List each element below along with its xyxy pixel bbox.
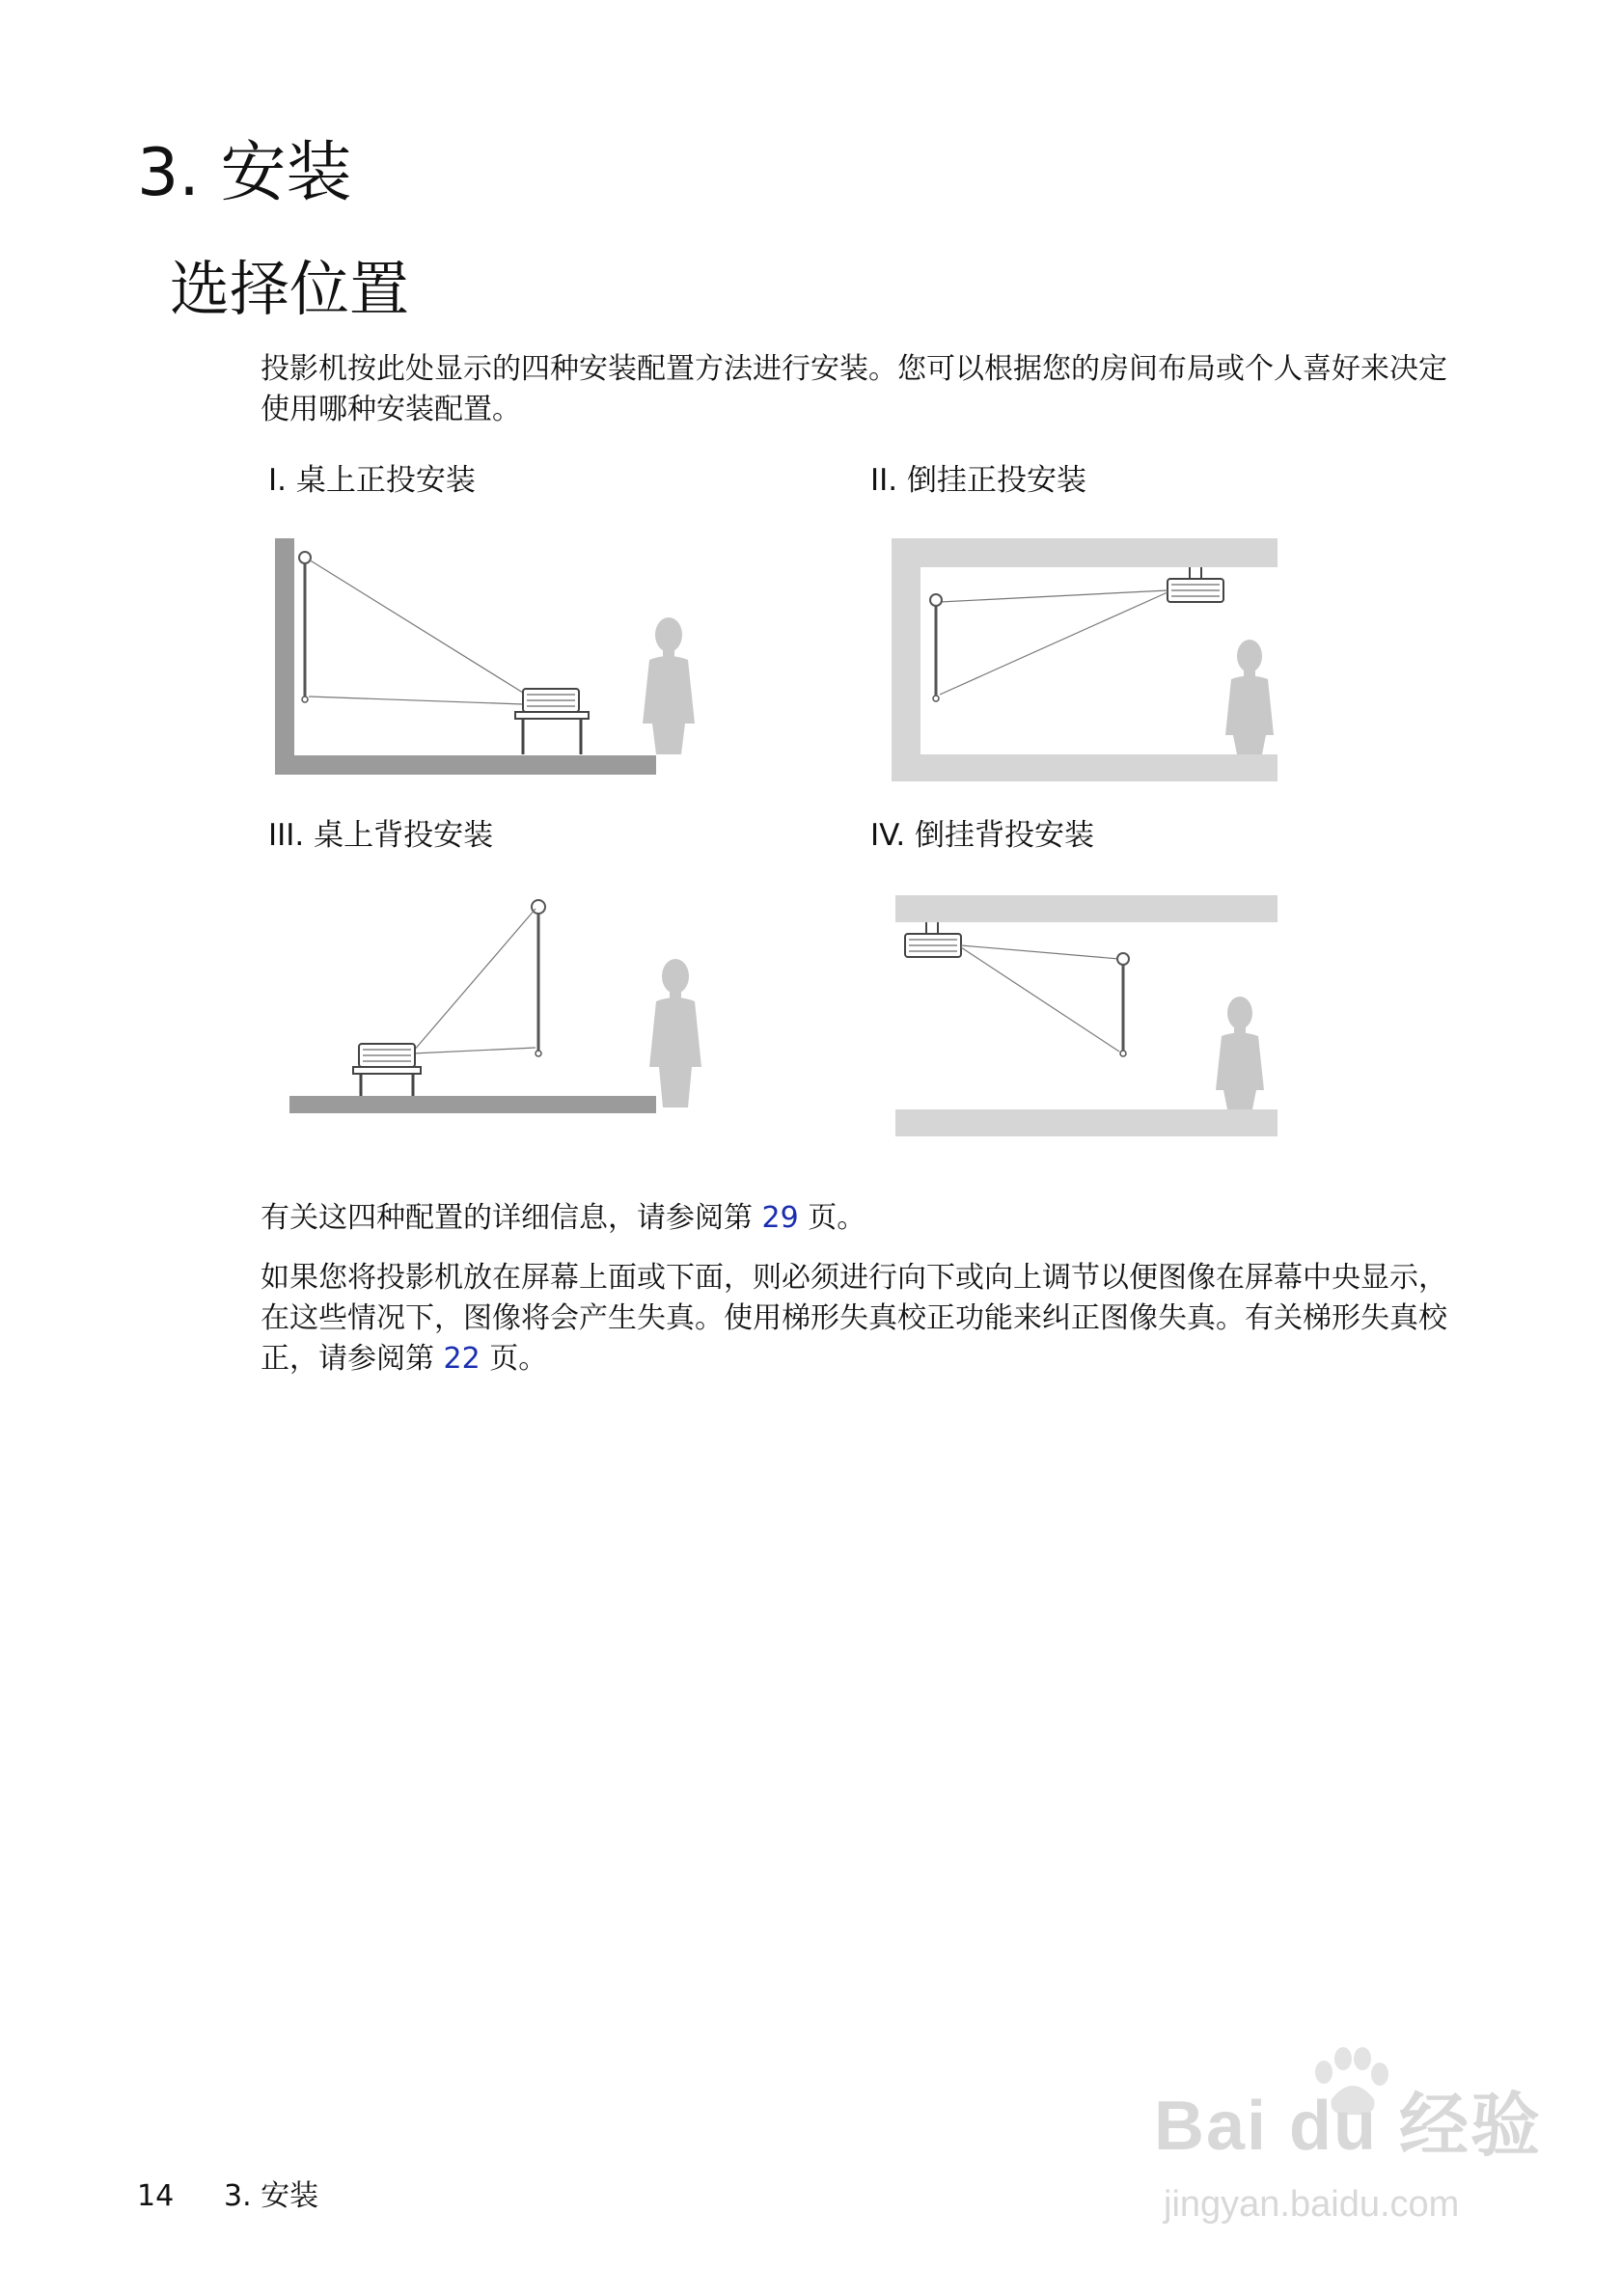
projection-ray (309, 697, 523, 704)
chapter-title: 3. 安装 (137, 135, 352, 211)
person-silhouette (1216, 997, 1264, 1109)
projector (359, 1044, 415, 1067)
projection-ray (309, 560, 523, 693)
projection-ray (413, 909, 536, 1052)
floor (895, 1109, 1278, 1136)
keystone-paragraph: 如果您将投影机放在屏幕上面或下面，则必须进行向下或向上调节以便图像在屏幕中央显示，在这些情况下，图像将会产生失真。使用梯形失真校正功能来纠正图像失真。有关梯形失真校正，请参阅第 22 页。 (261, 1261, 1447, 1376)
diagram-rear-table (286, 888, 710, 1129)
person-silhouette (649, 959, 701, 1107)
page-link-22[interactable]: 22 (443, 1342, 481, 1376)
projector (905, 922, 961, 957)
diagram-rear-ceiling (888, 893, 1283, 1144)
caption-front-table: I. 桌上正投安装 (268, 463, 476, 498)
watermark-url: jingyan.baidu.com (1164, 2184, 1460, 2225)
projection-ray (413, 1048, 536, 1053)
projector (523, 689, 579, 712)
screen-roll (930, 594, 942, 606)
floor (289, 1096, 656, 1113)
detail-info-paragraph: 有关这四种配置的详细信息，请参阅第 29 页。 (261, 1201, 866, 1235)
footer-chapter: 3. 安装 (224, 2179, 319, 2213)
projection-ray (940, 592, 1168, 695)
projection-ray (961, 947, 1119, 1052)
caption-front-ceiling: II. 倒挂正投安装 (870, 463, 1086, 498)
intro-paragraph: 投影机按此处显示的四种安装配置方法进行安装。您可以根据您的房间布局或个人喜好来决定使用哪种安装配置。 (261, 352, 1447, 426)
table (515, 712, 589, 754)
screen-roll (1117, 953, 1129, 965)
person-silhouette (1225, 640, 1274, 754)
ceiling (895, 895, 1278, 922)
baidu-watermark (1154, 2064, 1559, 2171)
diagram-front-table (270, 531, 714, 781)
wall (892, 538, 920, 781)
caption-rear-ceiling: IV. 倒挂背投安装 (870, 818, 1095, 853)
ceiling (892, 538, 1278, 567)
page-link-29[interactable]: 29 (761, 1201, 799, 1235)
projection-ray (940, 590, 1168, 602)
projector (1168, 567, 1223, 602)
floor (892, 754, 1278, 781)
caption-rear-table: III. 桌上背投安装 (268, 818, 494, 853)
wall (275, 538, 294, 775)
person-silhouette (643, 617, 695, 754)
projection-ray (961, 945, 1119, 959)
diagram-front-ceiling (888, 536, 1283, 787)
floor (275, 755, 656, 775)
section-title: 选择位置 (170, 254, 410, 324)
screen-roll (299, 552, 311, 563)
table (353, 1067, 421, 1096)
footer-page-number: 14 (137, 2179, 175, 2213)
watermark-brand: Bai du 经验 (1154, 2088, 1543, 2165)
